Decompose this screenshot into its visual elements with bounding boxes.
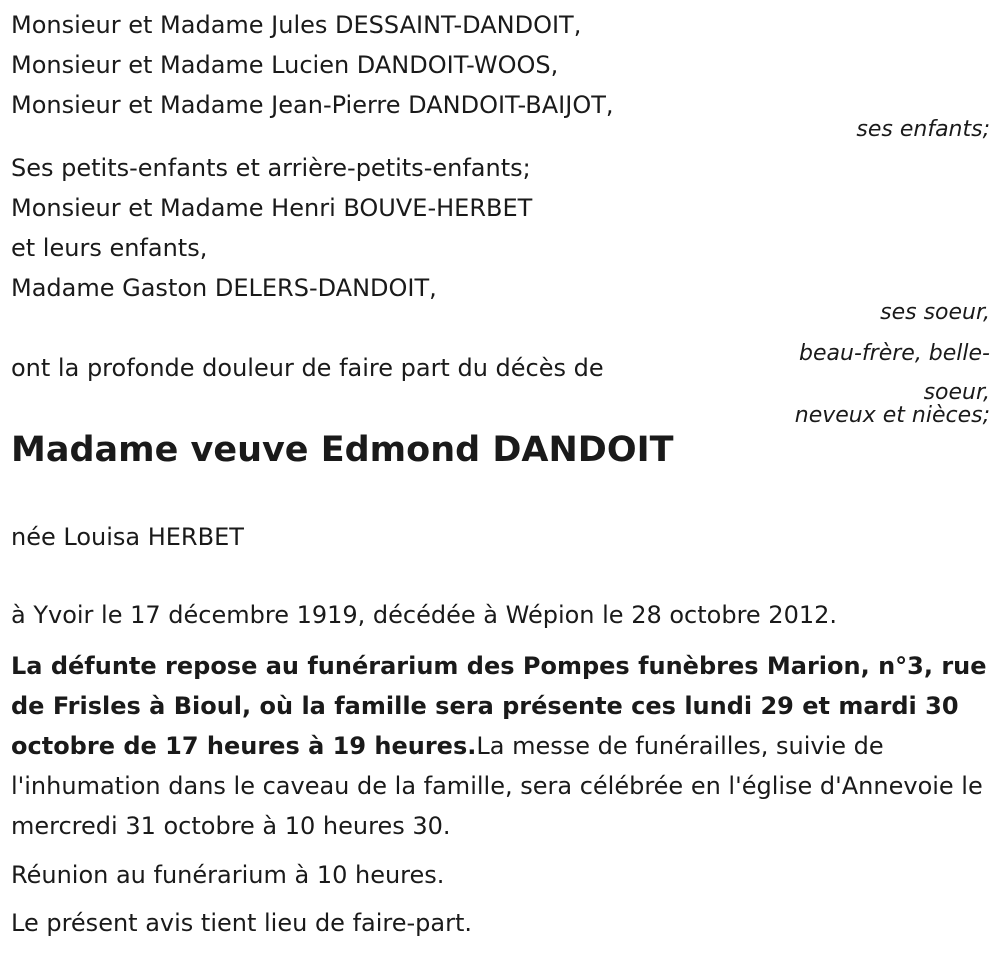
siblings-role-4: neveux et nièces; <box>794 403 990 428</box>
sibling-line-3: Madame Gaston DELERS-DANDOIT, <box>11 274 437 302</box>
child-line-1: Monsieur et Madame Jules DESSAINT-DANDOIT, <box>11 11 582 39</box>
sibling-line-2: et leurs enfants, <box>11 234 208 262</box>
siblings-role-3: soeur, <box>923 380 990 405</box>
grandchildren-line: Ses petits-enfants et arrière-petits-enfants; <box>11 154 531 182</box>
child-line-2: Monsieur et Madame Lucien DANDOIT-WOOS, <box>11 51 559 79</box>
announcement-text: ont la profonde douleur de faire part du décès de <box>11 354 604 382</box>
sibling-line-1: Monsieur et Madame Henri BOUVE-HERBET <box>11 194 533 222</box>
child-line-3: Monsieur et Madame Jean-Pierre DANDOIT-BAIJOT, <box>11 91 614 119</box>
birth-name: née Louisa HERBET <box>11 523 244 551</box>
meeting-info: Réunion au funérarium à 10 heures. <box>11 861 445 889</box>
closing-note: Le présent avis tient lieu de faire-part. <box>11 909 473 937</box>
children-role: ses enfants; <box>856 117 990 142</box>
funeral-info: La messe de funérailles, suivie de l'inhumation dans le caveau de la famille, sera célébrée en l'église d'Annevoie le mercredi 31 octobre à 10 heures 30. <box>11 732 983 840</box>
siblings-role-1: ses soeur, <box>880 300 990 325</box>
deceased-name: Madame veuve Edmond DANDOIT <box>11 430 674 470</box>
funeral-details <box>11 646 1000 846</box>
life-dates: à Yvoir le 17 décembre 1919, décédée à Wépion le 28 octobre 2012. <box>11 601 838 629</box>
viewing-info: La défunte repose au funérarium des Pompes funèbres Marion, n°3, rue de Frisles à Bioul, où la famille sera présente ces lundi 29 et mardi 30 octobre de 17 heures à 19 heures. <box>11 652 987 760</box>
siblings-role-2: beau-frère, belle- <box>799 341 990 366</box>
